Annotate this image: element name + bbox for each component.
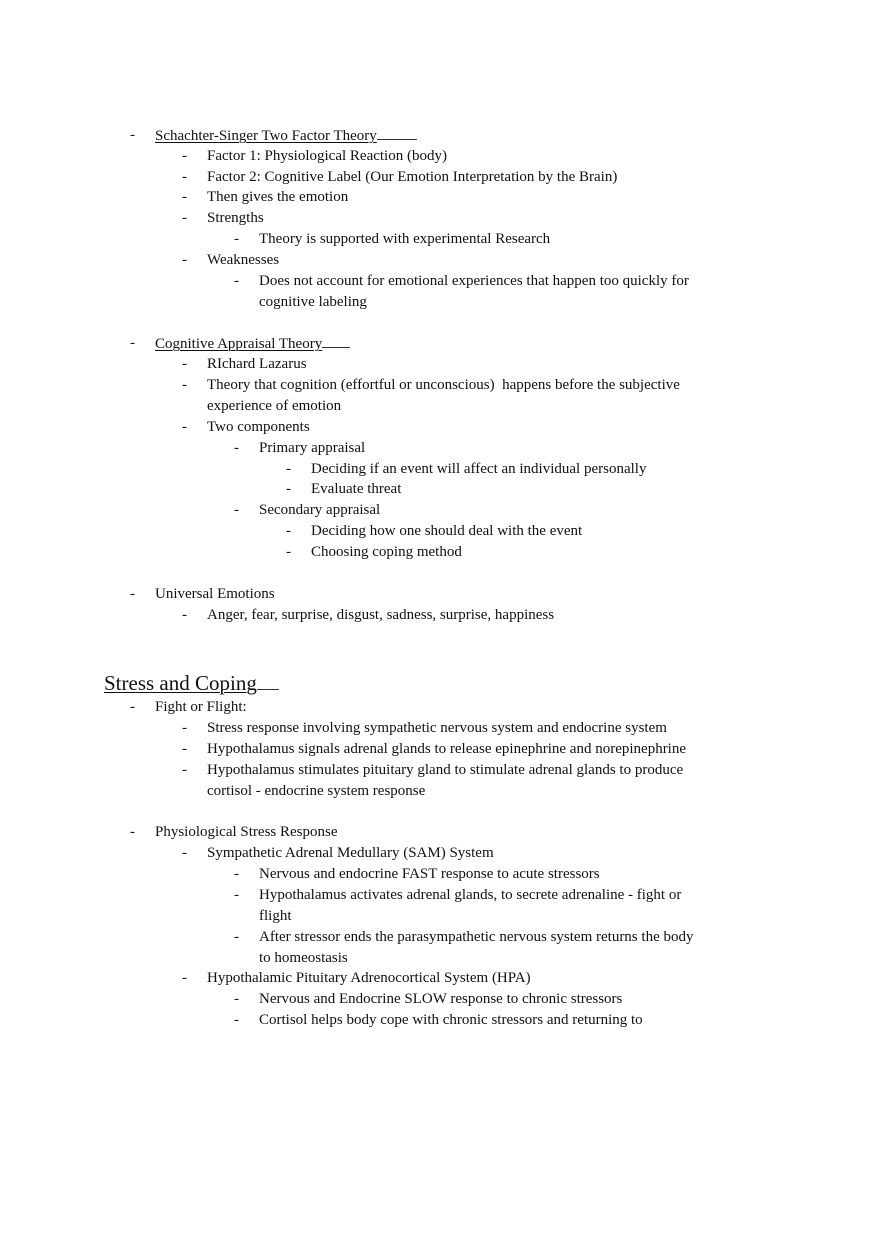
title-text: Cognitive Appraisal Theory (155, 336, 323, 352)
bullet-dash: - (182, 607, 187, 623)
list-item: Factor 2: Cognitive Label (Our Emotion Interpretation by the Brain) (207, 169, 618, 185)
list-item: Theory is supported with experimental Research (259, 231, 551, 247)
list-item-continuation: flight (259, 908, 292, 924)
list-item: Evaluate threat (311, 481, 402, 497)
list-item: Primary appraisal (259, 440, 366, 456)
bullet-dash: - (234, 991, 239, 1007)
list-item: Deciding if an event will affect an individual personally (311, 461, 647, 477)
list-item: Factor 1: Physiological Reaction (body) (207, 148, 447, 164)
bullet-dash: - (182, 252, 187, 268)
bullet-dash: - (234, 273, 239, 289)
section-title-schachter-singer (155, 125, 417, 146)
list-item: Does not account for emotional experiences that happen too quickly for (259, 273, 689, 289)
section-title-universal-emotions: Universal Emotions (155, 586, 275, 602)
list-item: Hypothalamic Pituitary Adrenocortical System (HPA) (207, 970, 531, 986)
section-title-fight-or-flight: Fight or Flight: (155, 699, 247, 715)
list-item-continuation: to homeostasis (259, 950, 348, 966)
bullet-dash: - (234, 887, 239, 903)
section-title-physiological-stress-response: Physiological Stress Response (155, 824, 338, 840)
underline-tail (377, 125, 417, 140)
bullet-dash: - (286, 481, 291, 497)
bullet-dash: - (130, 586, 135, 602)
underline-tail (322, 333, 350, 348)
bullet-dash: - (286, 523, 291, 539)
list-item: Hypothalamus activates adrenal glands, to secrete adrenaline - fight or (259, 887, 682, 903)
list-item: RIchard Lazarus (207, 356, 307, 372)
bullet-dash: - (182, 741, 187, 757)
title-text: Schachter-Singer Two Factor Theory (155, 128, 377, 144)
bullet-dash: - (182, 210, 187, 226)
list-item: Choosing coping method (311, 544, 462, 560)
bullet-dash: - (182, 189, 187, 205)
list-item: Hypothalamus signals adrenal glands to release epinephrine and norepinephrine (207, 741, 687, 757)
bullet-dash: - (286, 461, 291, 477)
bullet-dash: - (182, 970, 187, 986)
list-item: Deciding how one should deal with the event (311, 523, 583, 539)
list-item: Anger, fear, surprise, disgust, sadness, surprise, happiness (207, 607, 555, 623)
list-item-continuation: experience of emotion (207, 398, 342, 414)
list-item: Weaknesses (207, 252, 280, 268)
list-item-continuation: cognitive labeling (259, 294, 367, 310)
bullet-dash: - (234, 440, 239, 456)
section-title-cognitive-appraisal (155, 333, 350, 354)
list-item: Nervous and endocrine FAST response to acute stressors (259, 866, 600, 882)
list-item: Stress response involving sympathetic nervous system and endocrine system (207, 720, 667, 736)
list-item: Two components (207, 419, 310, 435)
bullet-dash: - (182, 762, 187, 778)
bullet-dash: - (234, 866, 239, 882)
bullet-dash: - (182, 720, 187, 736)
bullet-dash: - (130, 335, 135, 351)
underline-tail (257, 670, 279, 690)
list-item: Sympathetic Adrenal Medullary (SAM) System (207, 845, 494, 861)
bullet-dash: - (234, 502, 239, 518)
list-item: Nervous and Endocrine SLOW response to chronic stressors (259, 991, 623, 1007)
list-item: Secondary appraisal (259, 502, 381, 518)
bullet-dash: - (130, 824, 135, 840)
bullet-dash: - (234, 1012, 239, 1028)
list-item: Cortisol helps body cope with chronic stressors and returning to (259, 1012, 643, 1028)
bullet-dash: - (182, 169, 187, 185)
bullet-dash: - (182, 148, 187, 164)
heading-stress-and-coping (104, 670, 279, 696)
bullet-dash: - (234, 231, 239, 247)
list-item: Hypothalamus stimulates pituitary gland to stimulate adrenal glands to produce (207, 762, 684, 778)
bullet-dash: - (286, 544, 291, 560)
list-item: Strengths (207, 210, 264, 226)
bullet-dash: - (130, 127, 135, 143)
list-item: After stressor ends the parasympathetic nervous system returns the body (259, 929, 694, 945)
list-item-continuation: cortisol - endocrine system response (207, 783, 426, 799)
bullet-dash: - (182, 419, 187, 435)
heading-text: Stress and Coping (104, 671, 257, 695)
bullet-dash: - (182, 845, 187, 861)
bullet-dash: - (130, 699, 135, 715)
bullet-dash: - (182, 377, 187, 393)
bullet-dash: - (182, 356, 187, 372)
bullet-dash: - (234, 929, 239, 945)
list-item: Then gives the emotion (207, 189, 349, 205)
list-item: Theory that cognition (effortful or unconscious) happens before the subjective (207, 377, 680, 393)
